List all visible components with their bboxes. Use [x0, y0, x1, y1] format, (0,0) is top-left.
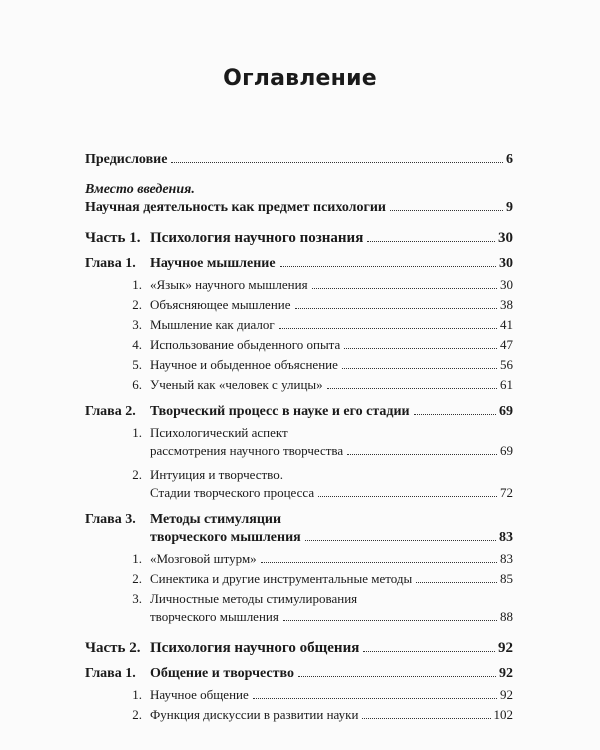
chapter-label: Глава 1.: [85, 256, 136, 271]
page-number: 102: [493, 707, 513, 722]
toc-entry-section[interactable]: [150, 357, 513, 373]
item-number: 6.: [132, 377, 142, 392]
toc-entry-section[interactable]: [150, 277, 513, 293]
toc-entry-section[interactable]: [150, 707, 513, 723]
item-number: 2.: [132, 707, 142, 722]
leader-dots: [362, 718, 490, 719]
entry-title: Ученый как «человек с улицы»: [150, 377, 323, 392]
page-number: 85: [500, 571, 513, 586]
leader-dots: [295, 308, 497, 309]
leader-dots: [261, 562, 497, 563]
page-number: 83: [500, 551, 513, 566]
intro-heading: Вместо введения.: [85, 182, 195, 197]
leader-dots: [414, 414, 496, 415]
toc-entry-section[interactable]: [150, 297, 513, 313]
leader-dots: [279, 328, 497, 329]
entry-title: Стадии творческого процесса: [150, 485, 315, 500]
entry-title: Объясняющее мышление: [150, 297, 291, 312]
leader-dots: [312, 288, 497, 289]
page-number: 92: [498, 640, 513, 656]
page-number: 92: [499, 666, 513, 681]
toc-entry-section[interactable]: [150, 317, 513, 333]
toc-entry-section[interactable]: [150, 609, 513, 625]
page-number: 30: [499, 256, 513, 271]
chapter-title-line: Методы стимуляции: [150, 512, 282, 527]
page-number: 69: [499, 404, 513, 419]
leader-dots: [283, 620, 497, 621]
entry-title: творческого мышления: [150, 609, 279, 624]
page-number: 41: [500, 317, 513, 332]
toc-entry-chapter[interactable]: [150, 666, 513, 682]
entry-title: Научная деятельность как предмет психологии: [85, 200, 386, 215]
toc-entry-section[interactable]: [150, 551, 513, 567]
item-number: 1.: [132, 425, 142, 440]
item-number: 1.: [132, 551, 142, 566]
page-number: 6: [506, 152, 513, 167]
entry-title: творческого мышления: [150, 530, 301, 545]
leader-dots: [327, 388, 497, 389]
page-number: 47: [500, 337, 513, 352]
leader-dots: [367, 241, 495, 242]
page-number: 72: [500, 485, 513, 500]
toc-entry-preface[interactable]: [85, 152, 513, 168]
item-number: 1.: [132, 277, 142, 292]
entry-title: Научное общение: [150, 687, 249, 702]
leader-dots: [416, 582, 497, 583]
toc-entry-part1[interactable]: [150, 230, 513, 247]
item-number: 3.: [132, 317, 142, 332]
page-title: Оглавление: [223, 66, 377, 91]
item-number: 5.: [132, 357, 142, 372]
leader-dots: [305, 540, 496, 541]
item-number: 1.: [132, 687, 142, 702]
item-number: 4.: [132, 337, 142, 352]
page-number: 38: [500, 297, 513, 312]
leader-dots: [342, 368, 497, 369]
page-number: 92: [500, 687, 513, 702]
page-number: 83: [499, 530, 513, 545]
page-number: 30: [498, 230, 513, 246]
toc-entry-section[interactable]: [150, 443, 513, 459]
entry-title-line: Психологический аспект: [150, 425, 288, 440]
part-label: Часть 1.: [85, 230, 141, 246]
item-number: 3.: [132, 591, 142, 606]
entry-title: «Язык» научного мышления: [150, 277, 308, 292]
toc-entry-section[interactable]: [150, 571, 513, 587]
leader-dots: [280, 266, 496, 267]
entry-title: Психология научного общения: [150, 640, 360, 656]
chapter-label: Глава 1.: [85, 666, 136, 681]
chapter-label: Глава 2.: [85, 404, 136, 419]
leader-dots: [347, 454, 497, 455]
entry-title: Мышление как диалог: [150, 317, 275, 332]
leader-dots: [390, 210, 503, 211]
entry-title: Психология научного познания: [150, 230, 364, 246]
toc-entry-section[interactable]: [150, 485, 513, 501]
leader-dots: [363, 651, 495, 652]
toc-entry-section[interactable]: [150, 337, 513, 353]
toc-entry-section[interactable]: [150, 377, 513, 393]
page-number: 30: [500, 277, 513, 292]
leader-dots: [344, 348, 497, 349]
page-number: 61: [500, 377, 513, 392]
entry-title: Общение и творчество: [150, 666, 294, 681]
part-label: Часть 2.: [85, 640, 141, 656]
chapter-label: Глава 3.: [85, 512, 136, 527]
page-number: 88: [500, 609, 513, 624]
entry-title: Творческий процесс в науке и его стадии: [150, 404, 410, 419]
leader-dots: [171, 162, 503, 163]
entry-title-line: Интуиция и творчество.: [150, 467, 283, 482]
item-number: 2.: [132, 467, 142, 482]
toc-entry-chapter[interactable]: [150, 530, 513, 546]
entry-title: рассмотрения научного творчества: [150, 443, 344, 458]
leader-dots: [253, 698, 497, 699]
toc-entry-intro[interactable]: [85, 200, 513, 216]
entry-title: Предисловие: [85, 152, 168, 167]
entry-title-line: Личностные методы стимулирования: [150, 591, 358, 606]
toc-entry-part2[interactable]: [150, 640, 513, 657]
toc-entry-chapter[interactable]: [150, 256, 513, 272]
item-number: 2.: [132, 297, 142, 312]
page-number: 69: [500, 443, 513, 458]
page-number: 9: [506, 200, 513, 215]
leader-dots: [298, 676, 496, 677]
entry-title: Функция дискуссии в развитии науки: [150, 707, 359, 722]
page-number: 56: [500, 357, 513, 372]
toc-entry-section[interactable]: [150, 687, 513, 703]
entry-title: Научное и обыденное объяснение: [150, 357, 338, 372]
entry-title: Синектика и другие инструментальные методы: [150, 571, 413, 586]
entry-title: Использование обыденного опыта: [150, 337, 341, 352]
entry-title: Научное мышление: [150, 256, 276, 271]
leader-dots: [318, 496, 497, 497]
item-number: 2.: [132, 571, 142, 586]
entry-title: «Мозговой штурм»: [150, 551, 257, 566]
toc-entry-chapter[interactable]: [150, 404, 513, 420]
